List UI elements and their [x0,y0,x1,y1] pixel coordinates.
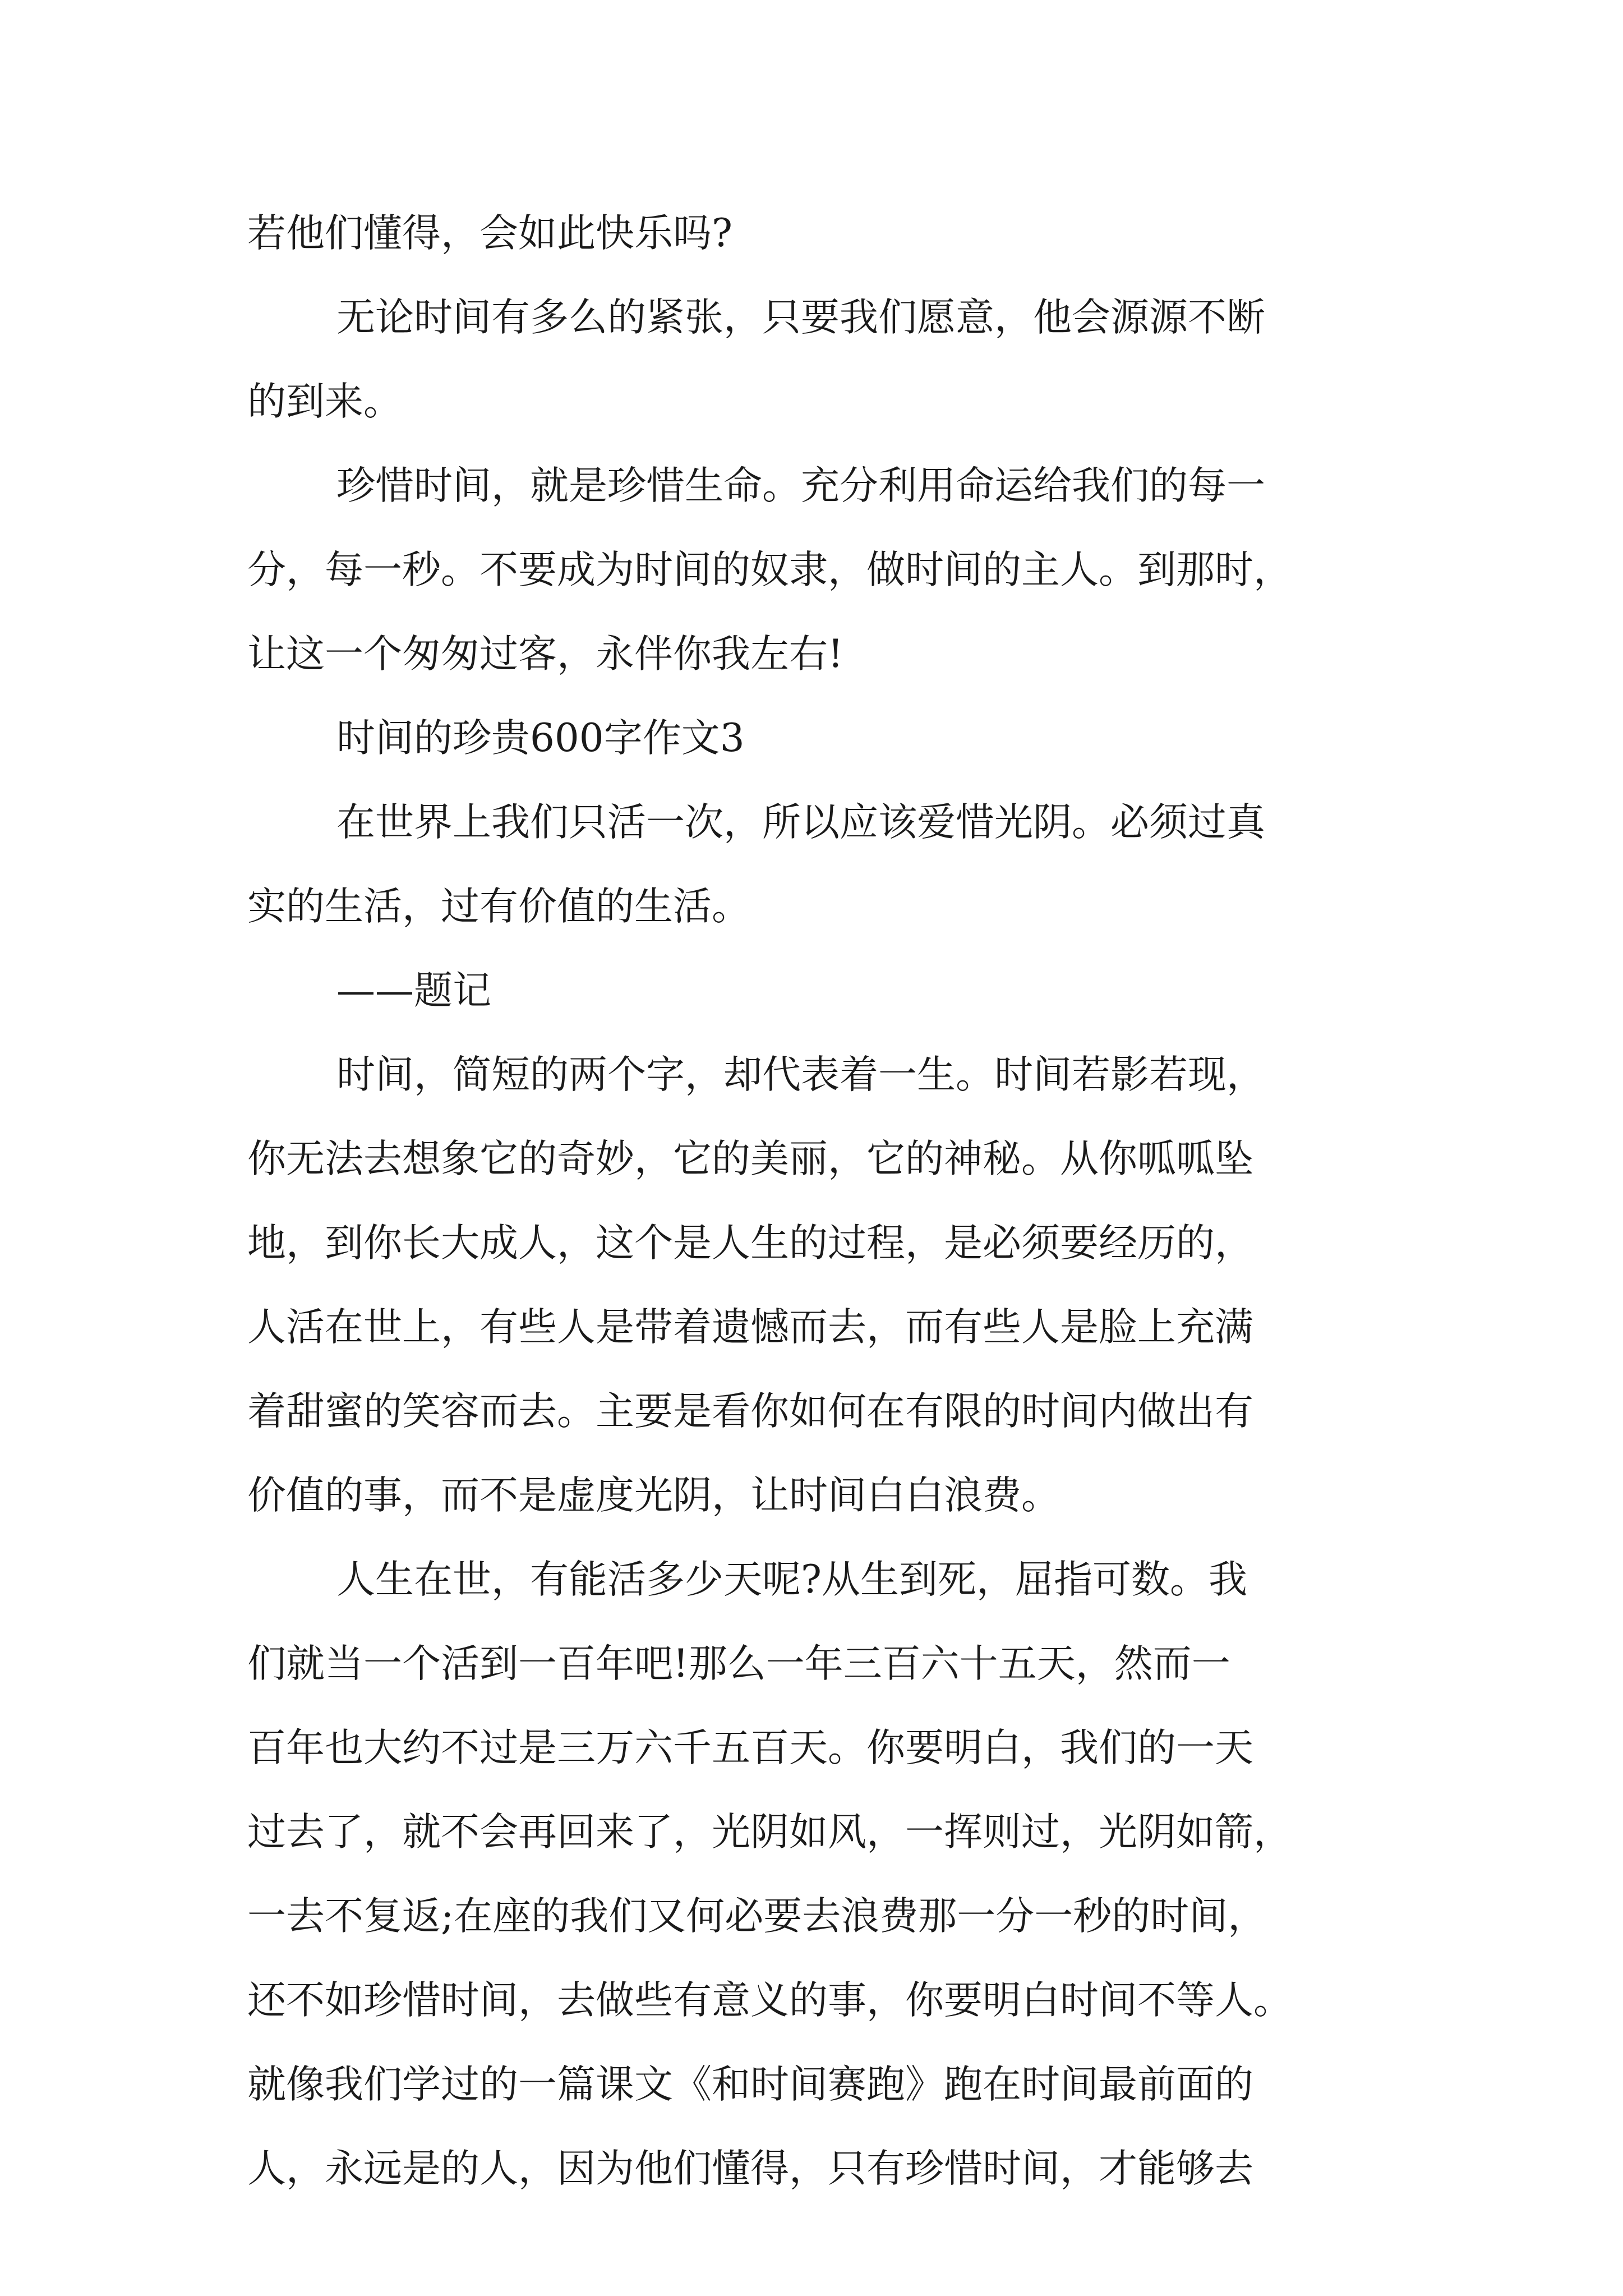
text-line: 的到来。 [247,379,402,424]
text-line: 着甜蜜的笑容而去。主要是看你如何在有限的时间内做出有 [247,1389,1253,1434]
text-line: 你无法去想象它的奇妙，它的美丽，它的神秘。从你呱呱坠 [247,1137,1253,1181]
text-line: 们就当一个活到一百年吧!那么一年三百六十五天，然而一 [247,1641,1230,1686]
text-line: 地，到你长大成人，这个是人生的过程，是必须要经历的， [247,1221,1253,1266]
text-line: 过去了，就不会再回来了，光阴如风，一挥则过，光阴如箭， [247,1810,1292,1855]
text-line: 一去不复返;在座的我们又何必要去浪费那一分一秒的时间， [247,1894,1267,1939]
paragraph-start: 人生在世，有能活多少天呢?从生到死，屈指可数。我 [336,1557,1247,1602]
paragraph-start: 珍惜时间，就是珍惜生命。充分利用命运给我们的每一 [336,463,1265,508]
text-line: 若他们懂得，会如此快乐吗? [247,211,732,256]
paragraph-start: 无论时间有多么的紧张，只要我们愿意，他会源源不断 [336,295,1265,340]
text-line: 价值的事，而不是虚度光阴，让时间白白浪费。 [247,1473,1060,1518]
text-line: 就像我们学过的一篇课文《和时间赛跑》跑在时间最前面的 [247,2062,1253,2107]
text-line: 分，每一秒。不要成为时间的奴隶，做时间的主人。到那时， [247,547,1292,592]
text-line: 实的生活，过有价值的生活。 [247,884,750,929]
text-line: 还不如珍惜时间，去做些有意义的事，你要明白时间不等人。 [247,1978,1292,2023]
epigraph-attribution: ——题记 [336,968,491,1013]
text-line: 让这一个匆匆过客，永伴你我左右! [247,632,843,677]
text-line: 人，永远是的人，因为他们懂得，只有珍惜时间，才能够去 [247,2146,1253,2191]
section-heading: 时间的珍贵600字作文3 [336,716,745,761]
paragraph-start: 时间，简短的两个字，却代表着一生。时间若影若现， [336,1052,1265,1097]
paragraph-start: 在世界上我们只活一次，所以应该爱惜光阴。必须过真 [336,800,1265,845]
text-line: 百年也大约不过是三万六千五百天。你要明白，我们的一天 [247,1726,1253,1770]
text-line: 人活在世上，有些人是带着遗憾而去，而有些人是脸上充满 [247,1305,1253,1350]
